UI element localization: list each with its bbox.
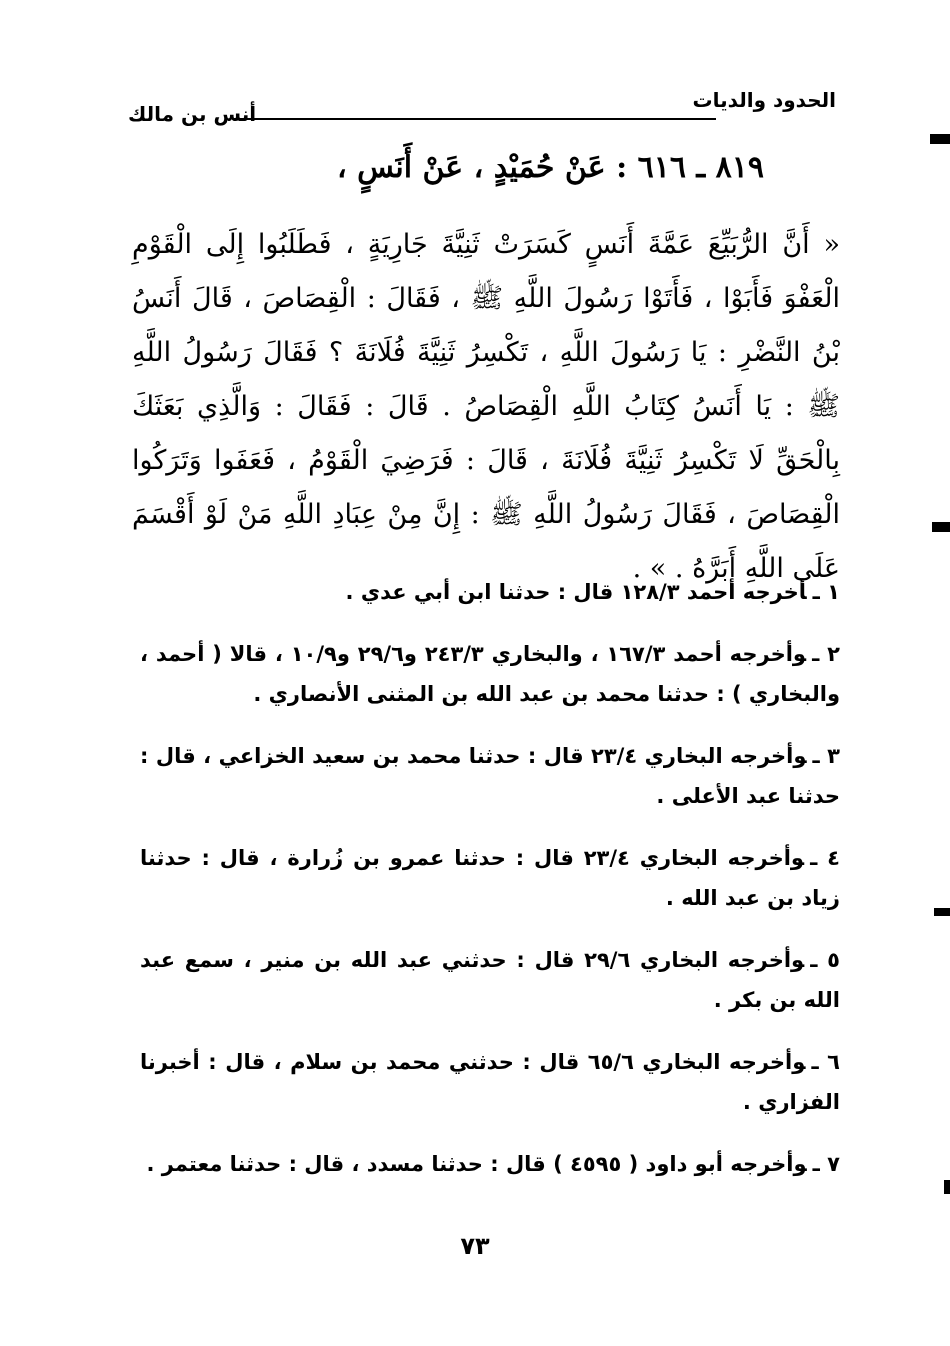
hadith-text: « أَنَّ الرُّبَيِّعَ عَمَّةَ أَنَسٍ كَسَرَتْ ثَنِيَّةَ جَارِيَةٍ ، فَطَلَبُوا إِلَى الْقَوْمِ الْعَفْوَ فَأَبَوْا ، فَأَتَوْا رَسُولَ اللَّهِ ﷺ ، فَقَالَ : الْقِصَاصَ ، قَالَ أَنَسُ بْنُ النَّضْرِ : يَا رَسُولَ اللَّهِ ، تَكْسِرُ ثَنِيَّةَ فُلَانَةَ ؟ فَقَالَ رَسُولُ اللَّهِ ﷺ : يَا أَنَسُ كِتَابُ اللَّهِ الْقِصَاصُ . قَالَ : فَقَالَ : وَالَّذِي بَعَثَكَ بِالْحَقِّ لَا تَكْسِرُ ثَنِيَّةَ فُلَانَةَ ، قَالَ : فَرَضِيَ الْقَوْمُ ، فَعَفَوا وَتَرَكُوا الْقِصَاصَ ، فَقَالَ رَسُولُ اللَّهِ ﷺ : إِنَّ مِنْ عِبَادِ اللَّهِ مَنْ لَوْ أَقْسَمَ عَلَى اللَّهِ أَبَرَّهُ . » . <box>132 229 840 584</box>
footnote-number: ٧ ـ <box>812 1152 840 1176</box>
page-number: ٧٣ <box>460 1232 490 1260</box>
footnote-text: وأخرجه أبو داود ( ٤٥٩٥ ) قال : حدثنا مسدد ، قال : حدثنا معتمر . <box>146 1152 807 1176</box>
narrator-title: أنس بن مالك <box>128 102 257 126</box>
footnote-text: وأخرجه البخاري ٢٣/٤ قال : حدثنا عمرو بن زُرارة ، قال : حدثنا زياد بن عبد الله . <box>140 846 840 910</box>
footnote <box>140 940 840 1020</box>
running-header <box>128 88 836 128</box>
footnote-text: وأخرجه أحمد ١٦٧/٣ ، والبخاري ٢٤٣/٣ و٢٩/٦ و١٠/٩ ، قالا ( أحمد ، والبخاري ) : حدثنا محمد بن عبد الله بن المثنى الأنصاري . <box>140 642 840 706</box>
footnotes <box>140 572 840 1206</box>
footnote <box>140 1042 840 1122</box>
header-rule <box>234 118 716 120</box>
scan-edge-mark <box>934 908 950 916</box>
footnote-number: ١ ـ <box>812 580 840 604</box>
footnote <box>140 838 840 918</box>
footnote-text: وأخرجه البخاري ٢٣/٤ قال : حدثنا محمد بن سعيد الخزاعي ، قال : حدثنا عبد الأعلى . <box>140 744 840 808</box>
chapter-title: الحدود والديات <box>692 88 836 112</box>
footnote <box>140 634 840 714</box>
footnote <box>140 736 840 816</box>
footnote-number: ٥ ـ <box>810 948 840 972</box>
footnote-text: وأخرجه البخاري ٦٥/٦ قال : حدثني محمد بن سلام ، قال : أخبرنا الفزاري . <box>140 1050 840 1114</box>
footnote-number: ٦ ـ <box>811 1050 840 1074</box>
scan-edge-mark <box>944 1180 950 1194</box>
scan-edge-mark <box>930 134 950 144</box>
footnote-text: أخرجه أحمد ١٢٨/٣ قال : حدثنا ابن أبي عدي . <box>345 580 807 604</box>
footnote <box>140 572 840 612</box>
footnote <box>140 1144 840 1184</box>
footnote-number: ٢ ـ <box>812 642 840 666</box>
hadith-heading: ٨١٩ ـ ٦١٦ : عَنْ حُمَيْدٍ ، عَنْ أَنَسٍ ، <box>336 150 764 185</box>
footnote-number: ٤ ـ <box>810 846 840 870</box>
footnote-number: ٣ ـ <box>812 744 840 768</box>
scan-edge-mark <box>932 522 950 532</box>
footnote-text: وأخرجه البخاري ٢٩/٦ قال : حدثني عبد الله بن منير ، سمع عبد الله بن بكر . <box>140 948 840 1012</box>
